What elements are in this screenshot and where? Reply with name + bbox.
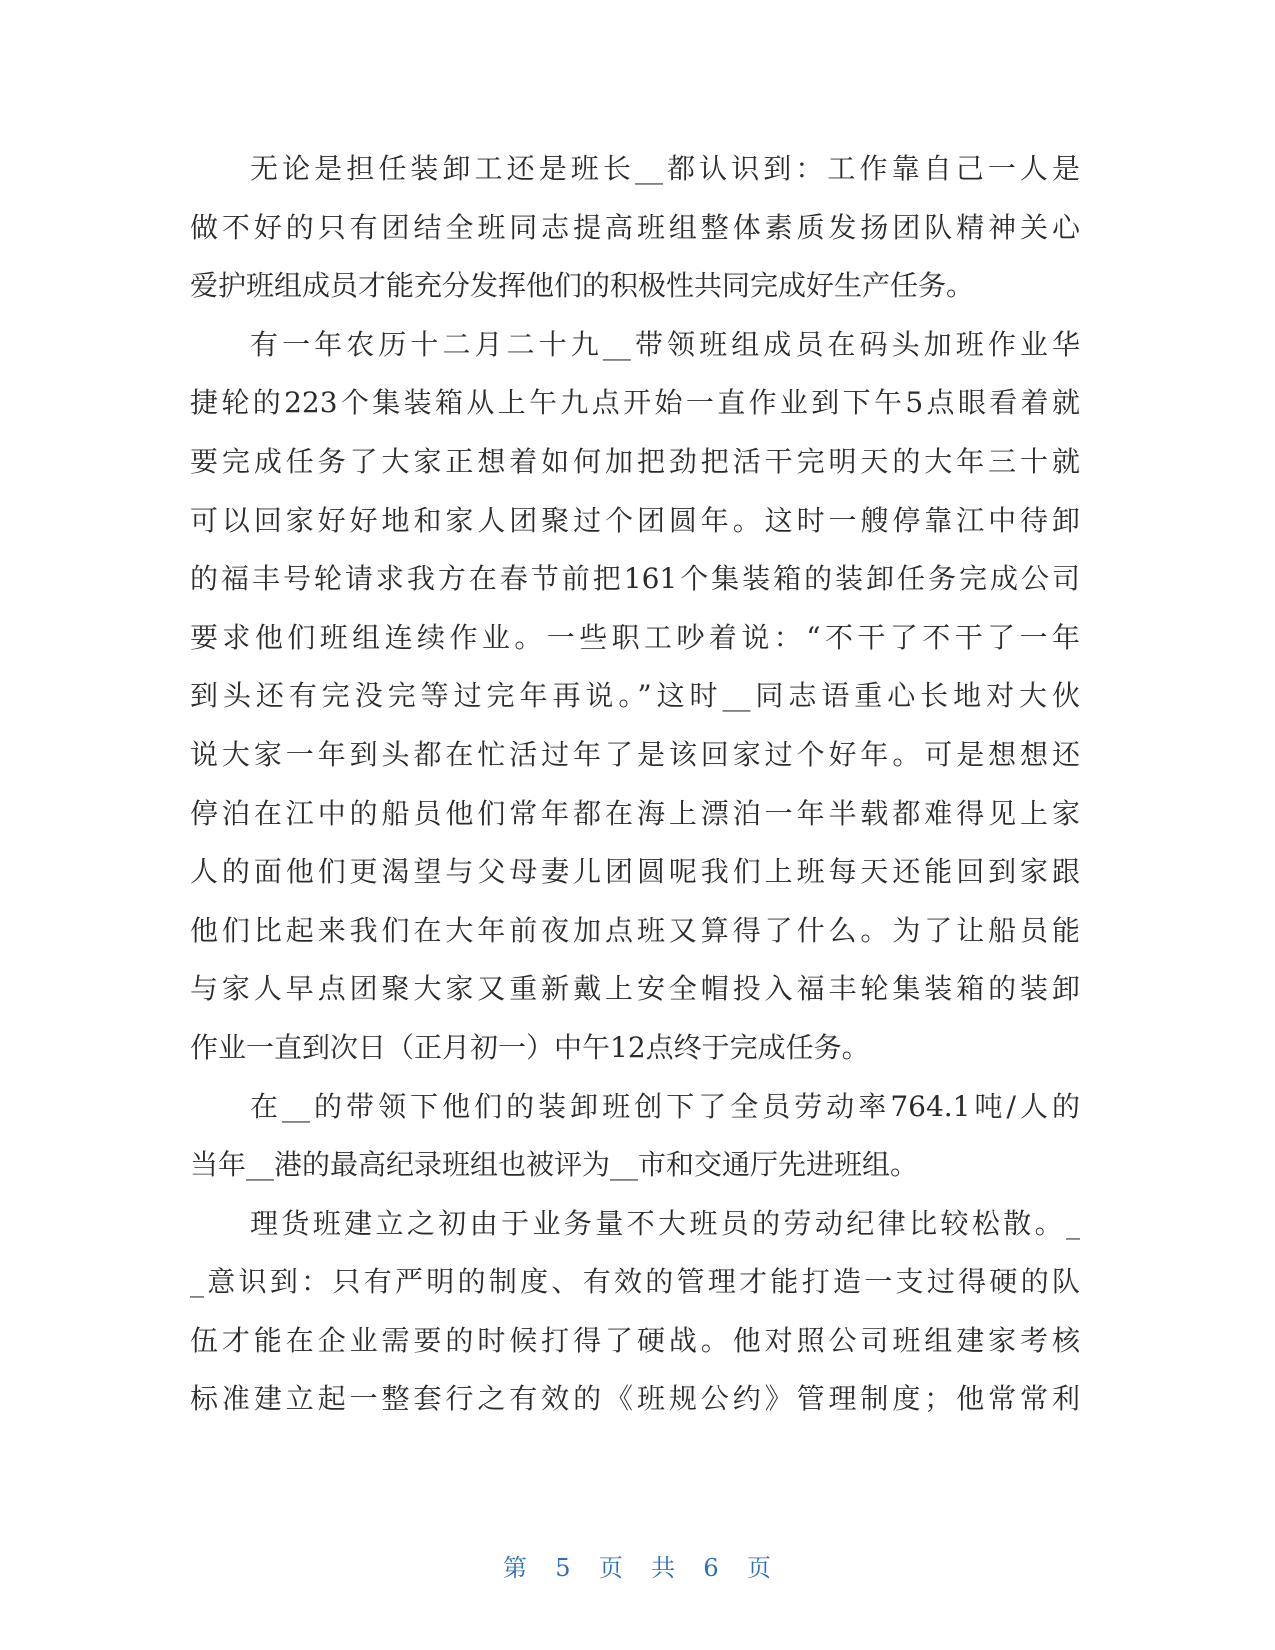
footer-page-label: 页 [598, 1554, 624, 1582]
text-line: 无论是担任装卸工还是班长__都认识到：工作靠自己一人是 [250, 152, 1080, 185]
text-line: 人的面他们更渴望与父母妻儿团圆呢我们上班每天还能回到家跟 [190, 855, 1080, 889]
text-line: 做不好的只有团结全班同志提高班组整体素质发扬团队精神关心 [190, 210, 1080, 244]
current-page-number: 5 [555, 1554, 572, 1582]
text-line: 可以回家好好地和家人团聚过个团圆年。这时一艘停靠江中待卸 [190, 503, 1080, 537]
text-line: 伍才能在企业需要的时候打得了硬战。他对照公司班组建家考核 [190, 1323, 1080, 1357]
text-line: 捷轮的223个集装箱从上午九点开始一直作业到下午5点眼看着就 [190, 386, 1080, 420]
text-line: 停泊在江中的船员他们常年都在海上漂泊一年半载都难得见上家 [190, 796, 1080, 830]
text-line: 爱护班组成员才能充分发挥他们的积极性共同完成好生产任务。 [190, 269, 975, 303]
footer-total-label: 共 [651, 1554, 677, 1582]
text-line: 有一年农历十二月二十九__带领班组成员在码头加班作业华 [250, 327, 1080, 361]
footer-prefix: 第 [503, 1554, 529, 1582]
text-line: _意识到：只有严明的制度、有效的管理才能打造一支过得硬的队 [190, 1265, 1080, 1299]
text-line: 理货班建立之初由于业务量不大班员的劳动纪律比较松散。_ [250, 1206, 1080, 1240]
text-line: 当年__港的最高纪录班组也被评为__市和交通厅先进班组。 [190, 1148, 919, 1182]
text-line: 到头还有完没完等过完年再说。”这时__同志语重心长地对大伙 [190, 679, 1080, 713]
text-line: 要求他们班组连续作业。一些职工吵着说：“不干了不干了一年 [190, 620, 1080, 654]
page-footer [0, 1548, 1275, 1583]
text-line: 与家人早点团聚大家又重新戴上安全帽投入福丰轮集装箱的装卸 [190, 972, 1080, 1006]
total-pages-number: 6 [703, 1554, 720, 1582]
text-line: 他们比起来我们在大年前夜加点班又算得了什么。为了让船员能 [190, 913, 1080, 947]
text-line: 标准建立起一整套行之有效的《班规公约》管理制度；他常常利 [190, 1382, 1080, 1416]
text-line: 作业一直到次日（正月初一）中午12点终于完成任务。 [190, 1030, 870, 1064]
footer-page-end-label: 页 [746, 1554, 772, 1582]
text-line: 的福丰号轮请求我方在春节前把161个集装箱的装卸任务完成公司 [190, 562, 1080, 596]
document-body [190, 140, 1080, 1429]
text-line: 说大家一年到头都在忙活过年了是该回家过个好年。可是想想还 [190, 737, 1080, 771]
text-line: 在__的带领下他们的装卸班创下了全员劳动率764.1吨/人的 [250, 1089, 1080, 1123]
text-line: 要完成任务了大家正想着如何加把劲把活干完明天的大年三十就 [190, 444, 1080, 478]
